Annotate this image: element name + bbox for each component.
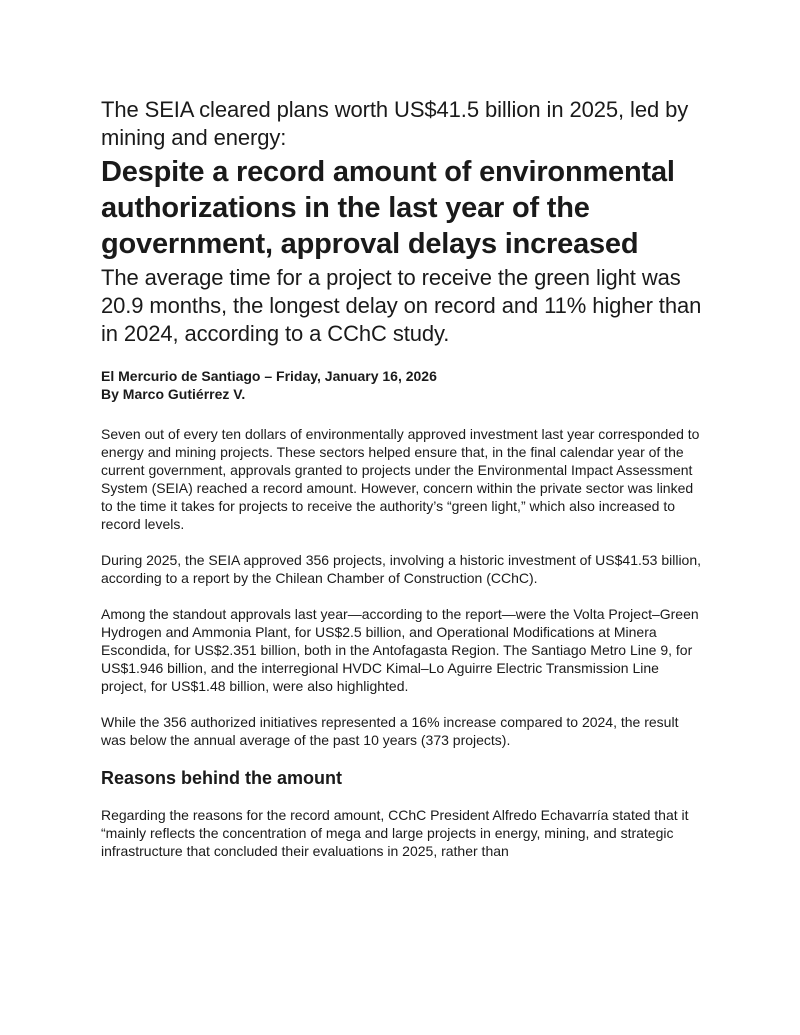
body-paragraph: During 2025, the SEIA approved 356 projects, involving a historic investment of US$41.53 billion, according to a report by the Chilean Chamber of Construction (CChC). bbox=[101, 552, 702, 586]
body-paragraph: Seven out of every ten dollars of environmentally approved investment last year corresponded to energy and mining projects. These sectors helped ensure that, in the final calendar year of the current government, approvals granted to projects under the Environmental Impact Assessment System (SEIA) reached a record amount. However, concern within the private sector was linked to the time it takes for projects to receive the authority’s “green light,” which also increased to record levels. bbox=[101, 426, 700, 532]
section-subheading: Reasons behind the amount bbox=[101, 768, 343, 788]
article-kicker: The SEIA cleared plans worth US$41.5 billion in 2025, led by mining and energy: bbox=[101, 97, 689, 150]
byline-block bbox=[101, 367, 705, 403]
body-paragraph: Regarding the reasons for the record amount, CChC President Alfredo Echavarría stated that it “mainly reflects the concentration of mega and large projects in energy, mining, and strategic infrastructure that concluded their evaluations in 2025, rather than bbox=[101, 807, 689, 859]
article-headline: Despite a record amount of environmental authorizations in the last year of the government, approval delays increased bbox=[101, 156, 675, 260]
body-paragraph: Among the standout approvals last year—according to the report—were the Volta Project–Green Hydrogen and Ammonia Plant, for US$2.5 billion, and Operational Modifications at Minera Escondida, for US$2.351 billion, both in the Antofagasta Region. The Santiago Metro Line 9, for US$1.946 billion, and the interregional HVDC Kimal–Lo Aguirre Electric Transmission Line project, for US$1.48 billion, were also highlighted. bbox=[101, 606, 699, 694]
source-line: El Mercurio de Santiago – Friday, January 16, 2026 bbox=[101, 368, 437, 384]
author-line: By Marco Gutiérrez V. bbox=[101, 386, 246, 402]
article-page bbox=[101, 96, 705, 860]
article-deck: The average time for a project to receive the green light was 20.9 months, the longest delay on record and 11% higher than in 2024, according to a CChC study. bbox=[101, 265, 702, 346]
body-paragraph: While the 356 authorized initiatives represented a 16% increase compared to 2024, the result was below the annual average of the past 10 years (373 projects). bbox=[101, 714, 679, 748]
